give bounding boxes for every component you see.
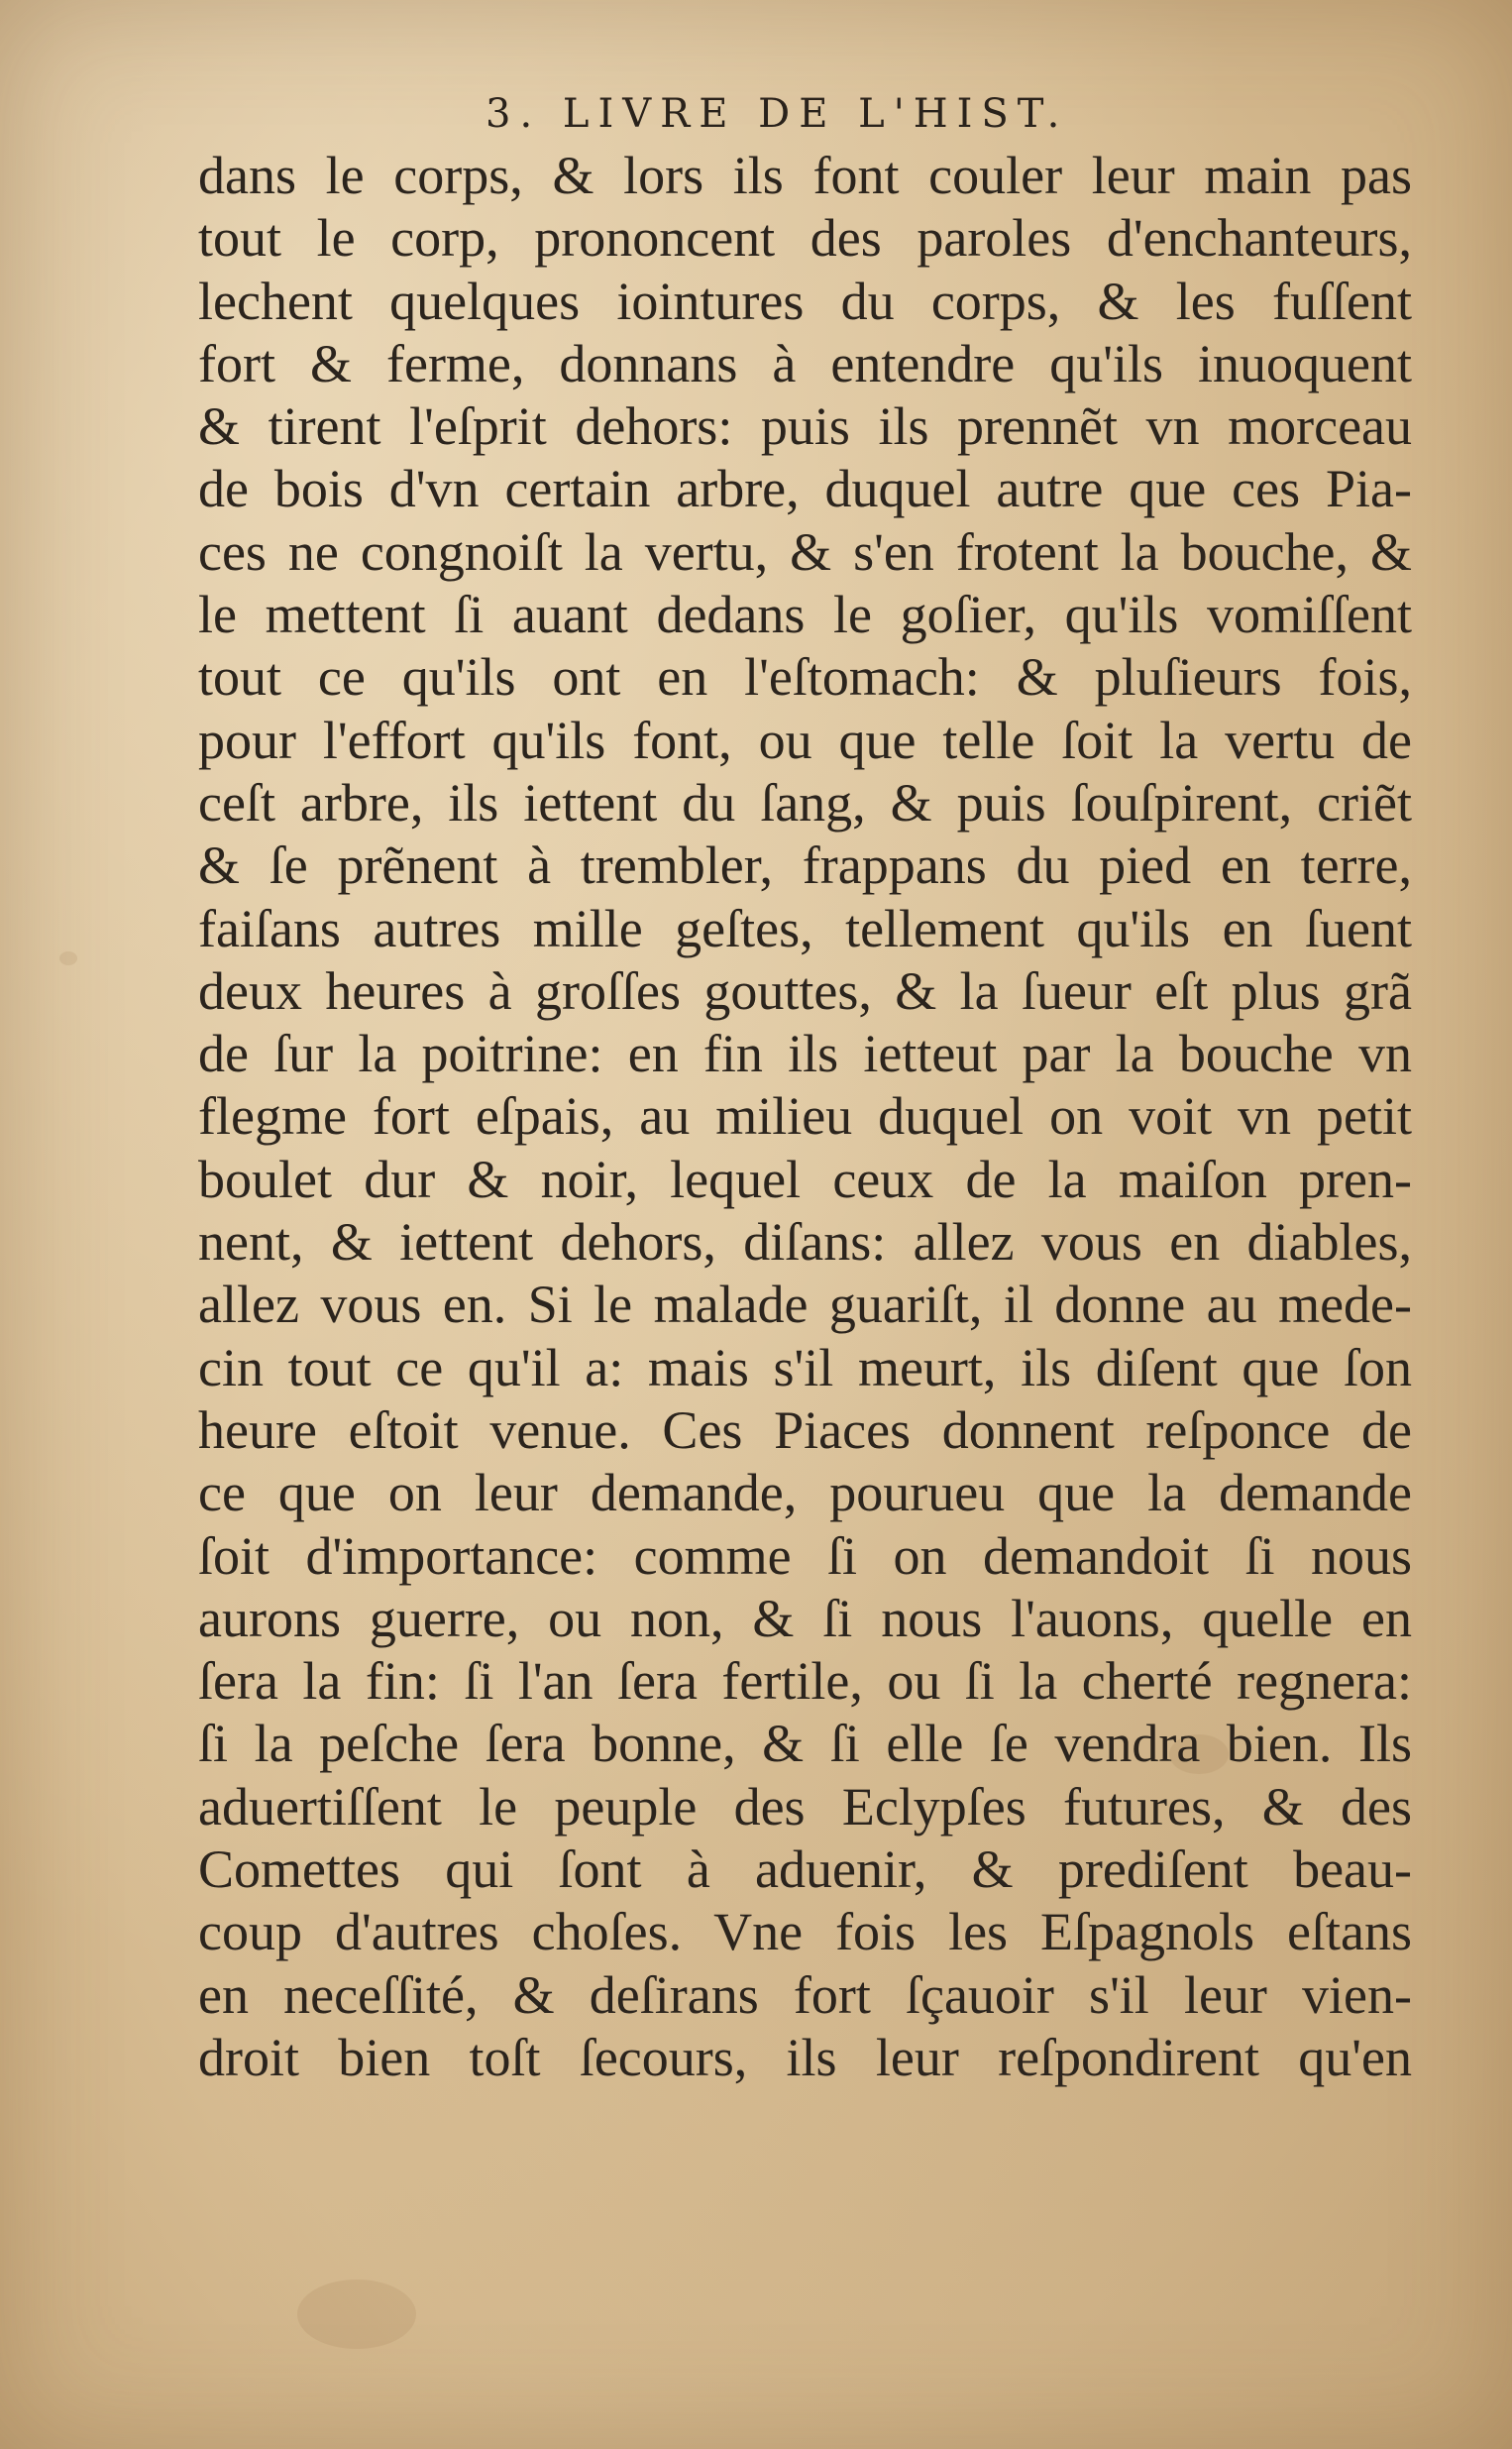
- text-line: ceſt arbre, ils iettent du ſang, & puis ſouſpirent, criẽt: [198, 772, 1412, 833]
- text-line: heure eſtoit venue. Ces Piaces donnent reſponce de: [198, 1399, 1412, 1460]
- body-text: [198, 145, 1412, 2089]
- paper-stain: [297, 2280, 416, 2349]
- text-line: cin tout ce qu'il a: mais s'il meurt, ils diſent que ſon: [198, 1337, 1412, 1397]
- text-line: & tirent l'eſprit dehors: puis ils prennẽt vn morceau: [198, 396, 1412, 457]
- text-line: fort & ferme, donnans à entendre qu'ils inuoquent: [198, 333, 1412, 393]
- text-line: allez vous en. Si le malade guariſt, il donne au mede-: [198, 1275, 1412, 1335]
- text-line: & ſe prẽnent à trembler, frappans du pied en terre,: [198, 835, 1412, 896]
- text-line: pour l'effort qu'ils font, ou que telle ſoit la vertu de: [198, 710, 1412, 770]
- text-line: de bois d'vn certain arbre, duquel autre que ces Pia-: [198, 459, 1412, 519]
- text-line: en neceſſité, & deſirans fort ſçauoir s'il leur vien-: [198, 1964, 1412, 2025]
- text-line: aduertiſſent le peuple des Eclypſes futures, & des: [198, 1776, 1412, 1837]
- text-line: tout ce qu'ils ont en l'eſtomach: & pluſieurs fois,: [198, 647, 1412, 708]
- text-line: droit bien toſt ſecours, ils leur reſpondirent qu'en: [198, 2027, 1412, 2087]
- text-line: nent, & iettent dehors, diſans: allez vous en diables,: [198, 1212, 1412, 1273]
- text-line: coup d'autres choſes. Vne fois les Eſpagnols eſtans: [198, 1902, 1412, 1962]
- text-line: le mettent ſi auant dedans le goſier, qu'ils vomiſſent: [198, 585, 1412, 645]
- text-line: boulet dur & noir, lequel ceux de la maiſon pren-: [198, 1149, 1412, 1209]
- text-line: tout le corp, prononcent des paroles d'enchanteurs,: [198, 208, 1412, 269]
- text-line: lechent quelques iointures du corps, & les fuſſent: [198, 271, 1412, 331]
- text-line: faiſans autres mille geſtes, tellement qu'ils en ſuent: [198, 898, 1412, 958]
- text-line: ces ne congnoiſt la vertu, & s'en frotent la bouche, &: [198, 521, 1412, 582]
- text-line: ſera la fin: ſi l'an ſera fertile, ou ſi la cherté regnera:: [198, 1651, 1412, 1712]
- text-line: ce que on leur demande, pourueu que la demande: [198, 1463, 1412, 1523]
- paper-stain: [59, 951, 77, 965]
- text-line: ſoit d'importance: comme ſi on demandoit ſi nous: [198, 1525, 1412, 1586]
- text-line: flegme fort eſpais, au milieu duquel on voit vn petit: [198, 1086, 1412, 1147]
- text-line: aurons guerre, ou non, & ſi nous l'auons, quelle en: [198, 1588, 1412, 1648]
- text-line: deux heures à groſſes gouttes, & la ſueur eſt plus grã: [198, 960, 1412, 1021]
- running-head: 3. LIVRE DE L'HIST.: [486, 91, 1069, 137]
- text-line: de ſur la poitrine: en fin ils ietteut par la bouche vn: [198, 1024, 1412, 1084]
- text-line: Comettes qui ſont à aduenir, & prediſent beau-: [198, 1839, 1412, 1900]
- text-line: ſi la peſche ſera bonne, & ſi elle ſe vendra bien. Ils: [198, 1714, 1412, 1774]
- text-line: dans le corps, & lors ils font couler leur main pas: [198, 146, 1412, 205]
